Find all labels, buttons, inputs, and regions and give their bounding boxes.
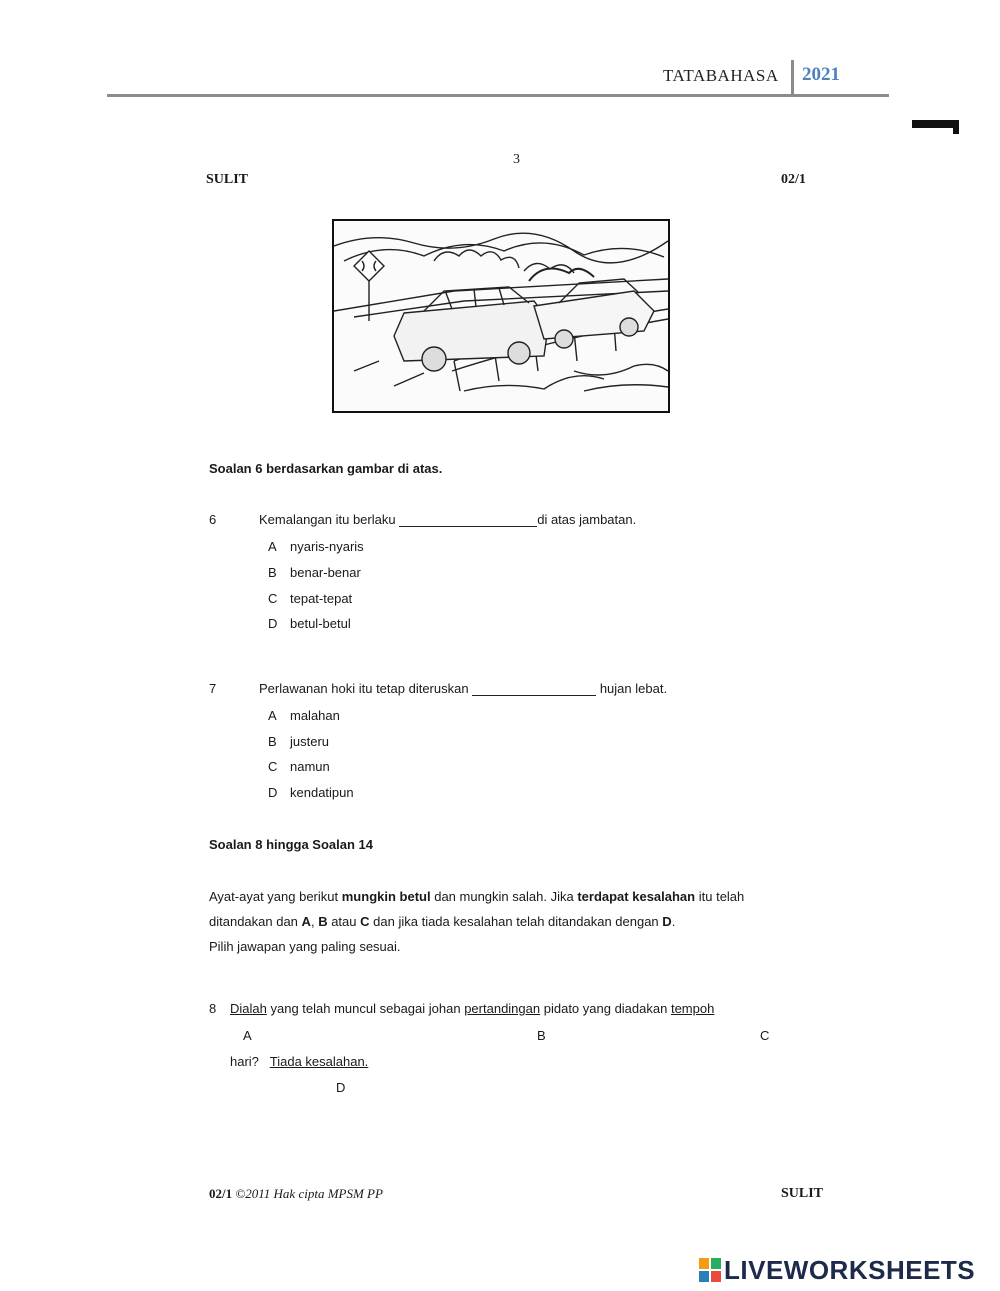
q7-option-a-letter: A: [268, 708, 277, 723]
q7-option-d[interactable]: [268, 785, 354, 800]
page-number: 3: [513, 152, 520, 167]
instr2-c: ,: [310, 914, 315, 929]
instr1-a: Ayat-ayat yang berikut: [209, 889, 339, 904]
q6-option-a-letter: A: [268, 539, 277, 554]
q6-option-d-text: betul-betul: [290, 616, 351, 631]
scan-corner-mark-tick: [953, 120, 959, 134]
q8-part-b[interactable]: pertandingan: [464, 1001, 541, 1016]
q8-sentence-line-1: [230, 1001, 714, 1016]
footer-code: 02/1: [209, 1186, 233, 1201]
q6-option-a-text: nyaris-nyaris: [290, 539, 364, 554]
q6-number: 6: [209, 512, 217, 527]
q6-option-c[interactable]: [268, 591, 352, 606]
liveworksheets-logo-icon: [699, 1258, 721, 1282]
instr2-f: C: [360, 914, 370, 929]
instr2-b: A: [301, 914, 311, 929]
header-rule: [107, 94, 889, 97]
q6-stem: [259, 512, 636, 527]
q8-number: 8: [209, 1001, 217, 1016]
instr1-d: terdapat kesalahan: [577, 889, 696, 904]
q8-part-c[interactable]: tempoh: [670, 1001, 715, 1016]
q7-option-a[interactable]: [268, 708, 340, 723]
car-accident-bridge-drawing: [334, 221, 668, 411]
q8-part-a[interactable]: Dialah: [230, 1001, 267, 1016]
instr2-d: B: [318, 914, 328, 929]
q6-answer-blank[interactable]: [399, 526, 537, 527]
section-heading-q8-14: Soalan 8 hingga Soalan 14: [209, 837, 373, 852]
footer-copyright: ©2011 Hak cipta MPSM PP: [235, 1186, 383, 1201]
q7-option-d-letter: D: [268, 785, 278, 800]
instructions-line-1: [209, 889, 744, 904]
q8-part-d[interactable]: Tiada kesalahan.: [269, 1054, 369, 1069]
section-heading-q6: Soalan 6 berdasarkan gambar di atas.: [209, 461, 443, 476]
liveworksheets-logo[interactable]: [699, 1255, 975, 1286]
instr2-e: atau: [331, 914, 357, 929]
q7-option-d-text: kendatipun: [290, 785, 354, 800]
q8-text-2: pidato yang diadakan: [543, 1001, 668, 1016]
accident-illustration: [332, 219, 670, 413]
instr1-b: mungkin betul: [341, 889, 431, 904]
header-separator: [791, 60, 794, 96]
instr2-g: dan jika tiada kesalahan telah ditandakan dengan: [373, 914, 659, 929]
instr2-h: D: [662, 914, 672, 929]
instructions-line-3: Pilih jawapan yang paling sesuai.: [209, 939, 401, 954]
q8-label-a: A: [243, 1028, 252, 1043]
q7-option-b[interactable]: [268, 734, 329, 749]
header-title: TATABAHASA: [663, 66, 779, 85]
q8-text-1: yang telah muncul sebagai johan: [270, 1001, 461, 1016]
paper-code: 02/1: [781, 172, 806, 187]
q7-stem-after: hujan lebat.: [599, 681, 668, 696]
q8-label-b: B: [537, 1028, 546, 1043]
exam-footer-left: [209, 1186, 383, 1202]
q8-label-c: C: [760, 1028, 770, 1043]
q6-option-d-letter: D: [268, 616, 278, 631]
sulit-label: SULIT: [206, 172, 249, 187]
instr1-c: dan mungkin salah. Jika: [434, 889, 574, 904]
q7-number: 7: [209, 681, 217, 696]
q6-option-b-text: benar-benar: [290, 565, 361, 580]
q7-option-c[interactable]: [268, 759, 330, 774]
q6-option-b[interactable]: [268, 565, 361, 580]
instructions-line-2: [209, 914, 675, 929]
q8-text-3: hari?: [230, 1054, 259, 1069]
q6-stem-before: Kemalangan itu berlaku: [259, 512, 396, 527]
q7-option-a-text: malahan: [290, 708, 340, 723]
q6-option-c-text: tepat-tepat: [290, 591, 353, 606]
footer-sulit-label: SULIT: [781, 1186, 824, 1201]
header-year: 2021: [802, 64, 840, 85]
q7-option-c-letter: C: [268, 759, 278, 774]
q8-label-d: D: [336, 1080, 346, 1095]
instr2-i: .: [671, 914, 676, 929]
q6-stem-after: di atas jambatan.: [537, 512, 637, 527]
q6-option-a[interactable]: [268, 539, 364, 554]
q6-option-b-letter: B: [268, 565, 277, 580]
instr1-e: itu telah: [698, 889, 745, 904]
q7-option-b-text: justeru: [290, 734, 330, 749]
q7-option-b-letter: B: [268, 734, 277, 749]
instr2-a: ditandakan dan: [209, 914, 298, 929]
liveworksheets-logo-text: LIVEWORKSHEETS: [724, 1255, 976, 1285]
q6-option-d[interactable]: [268, 616, 351, 631]
q7-answer-blank[interactable]: [472, 695, 596, 696]
scan-corner-mark: [912, 120, 959, 128]
q7-stem-before: Perlawanan hoki itu tetap diteruskan: [259, 681, 469, 696]
q8-sentence-line-2: [230, 1054, 368, 1069]
q7-stem: [259, 681, 667, 696]
q6-option-c-letter: C: [268, 591, 278, 606]
q7-option-c-text: namun: [290, 759, 330, 774]
